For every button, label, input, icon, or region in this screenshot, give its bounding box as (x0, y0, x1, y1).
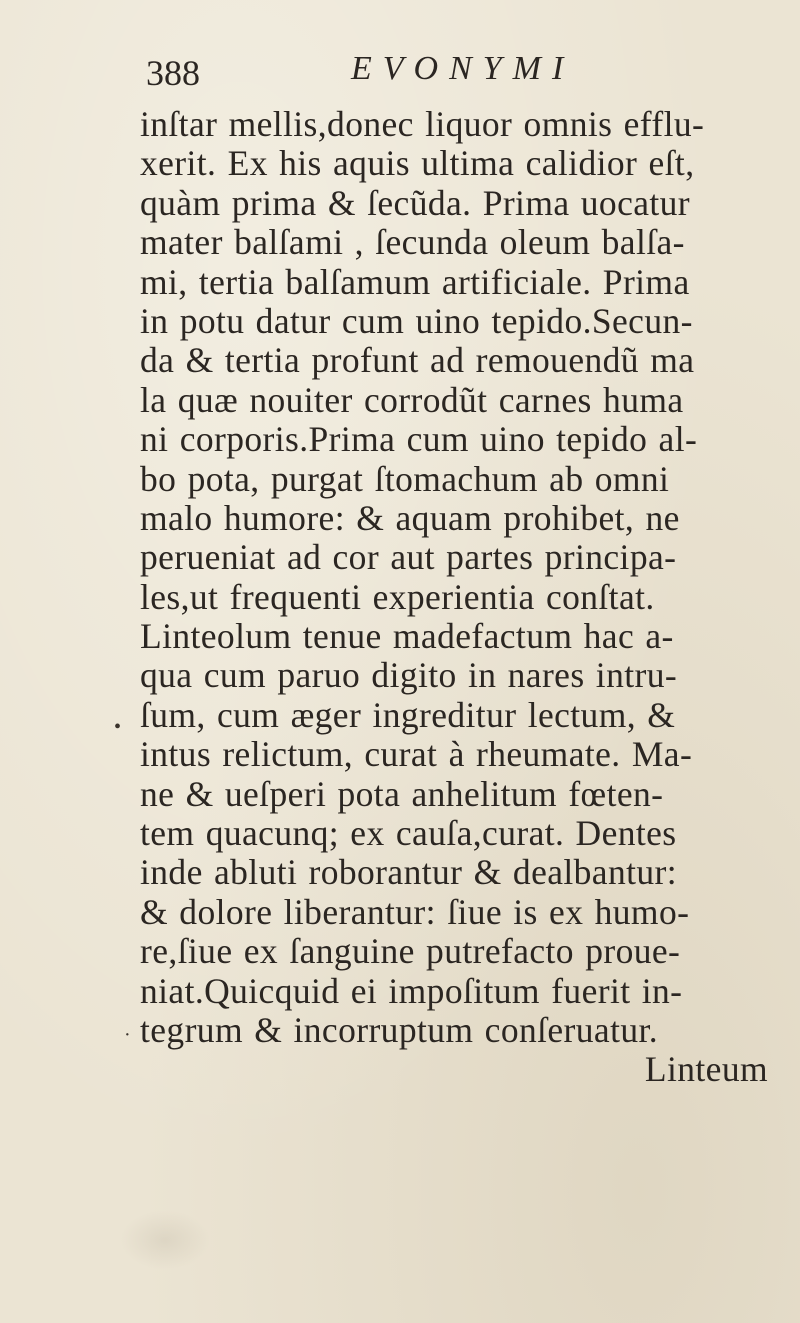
text-line: ni corporis.Prima cum uino tepido al- (140, 419, 698, 460)
text-line: les,ut frequenti experientia conſtat. (140, 576, 655, 617)
text-line: niat.Quicquid ei impoſitum fuerit in- (140, 970, 683, 1011)
text-line: inſtar mellis,donec liquor omnis efflu- (140, 104, 705, 144)
margin-dot-mark: • (114, 716, 122, 738)
text-line: ne & ueſperi pota anhelitum fœten- (140, 773, 664, 814)
text-line: inde abluti roborantur & dealbantur: (140, 852, 677, 893)
text-line: intus relictum, curat à rheumate. Ma- (140, 734, 693, 775)
text-line: da & tertia profunt ad remouendũ ma (140, 340, 695, 381)
page-number: 388 (146, 53, 200, 93)
text-line: ſum, cum æger ingreditur lectum, & (140, 694, 676, 735)
page-header (146, 40, 666, 100)
text-line: tem quacunq; ex cauſa,curat. Dentes (140, 813, 677, 854)
text-line: re,ſiue ex ſanguine putrefacto proue- (140, 931, 681, 972)
catchword: Linteum (644, 1049, 768, 1090)
text-line: perueniat ad cor aut partes principa- (140, 537, 677, 578)
text-line: qua cum paruo digito in nares intru- (140, 655, 678, 696)
text-line: quàm prima & ſecũda. Prima uocatur (140, 182, 691, 223)
text-line: Linteolum tenue madefactum hac a- (140, 616, 674, 657)
text-line: bo pota, purgat ſtomachum ab omni (140, 458, 670, 499)
text-line: xerit. Ex his aquis ultima calidior eſt, (140, 143, 695, 184)
running-head: EVONYMI (351, 50, 575, 87)
text-line: in potu datur cum uino tepido.Secun- (140, 300, 693, 341)
text-block (140, 105, 780, 1090)
margin-dot-mark: · (124, 1024, 131, 1046)
paper-stain (120, 1210, 210, 1270)
text-line: mi, tertia balſamum artificiale. Prima (140, 261, 690, 302)
text-line: mater balſami , ſecunda oleum balſa- (140, 222, 685, 263)
text-line: malo humore: & aquam prohibet, ne (140, 497, 680, 538)
text-line: tegrum & incorruptum conſeruatur. (140, 1009, 659, 1050)
text-line: & dolore liberantur: ſiue is ex humo- (140, 891, 690, 932)
text-line: la quæ nouiter corrodũt carnes huma (140, 379, 684, 420)
